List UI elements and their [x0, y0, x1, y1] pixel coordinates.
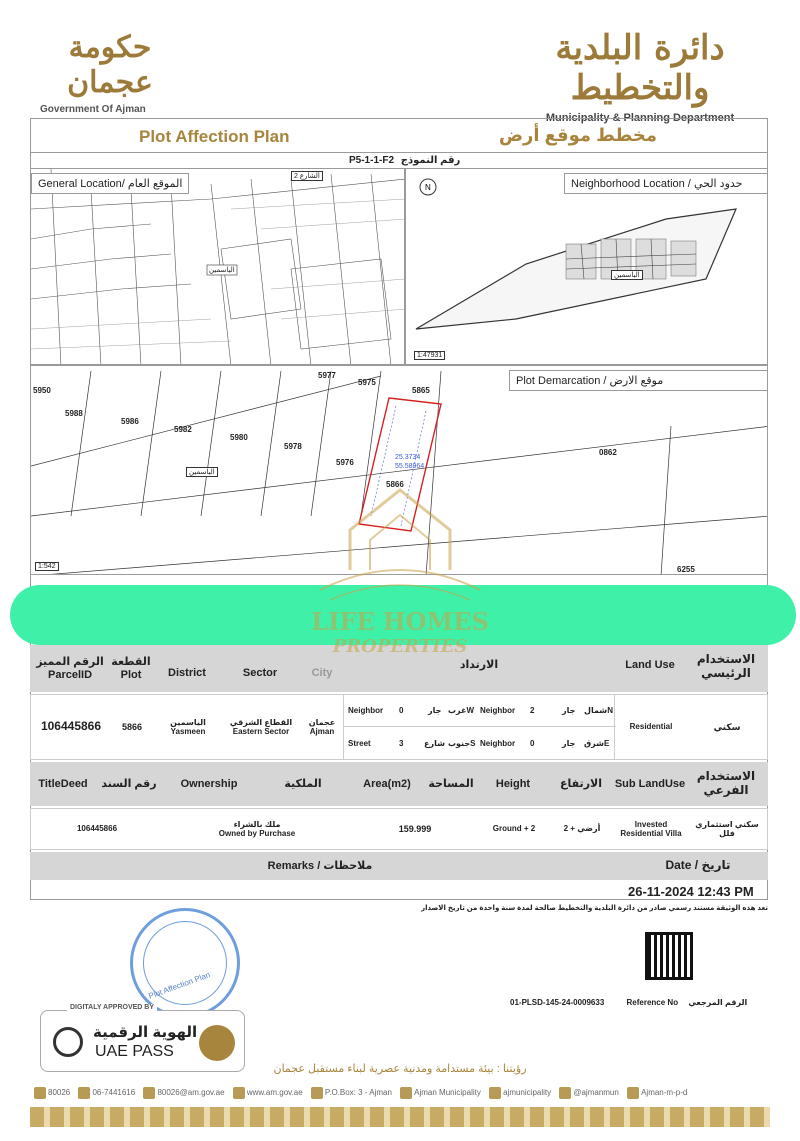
- plot-value: 5866: [121, 721, 143, 732]
- parcel-header: [30, 645, 110, 692]
- sub-landuse-value-ar: سكني استثماري فلل: [695, 819, 759, 838]
- plot-6255: 6255: [677, 565, 695, 574]
- titledeed-value: 106445866: [76, 824, 118, 834]
- setback-2-dir-en: S: [470, 739, 476, 748]
- setback-2-a-ar: شارع: [424, 739, 445, 748]
- city-value-ar: عجمان: [308, 717, 336, 727]
- title-ar: مخطط موقع أرض: [498, 125, 657, 145]
- plot-5950: 5950: [33, 386, 51, 395]
- district-value-en: Yasmeen: [170, 727, 206, 736]
- height-value-ar: أرضي + 2: [563, 824, 601, 834]
- plot-5980: 5980: [230, 433, 248, 442]
- location-values-row: [30, 694, 768, 760]
- city-value: [301, 713, 343, 741]
- ownership-header-ar: الملكية: [284, 777, 322, 790]
- svg-text:N: N: [425, 183, 431, 192]
- plot-demarcation-label: Plot Demarcation / موقع الارض: [509, 370, 768, 391]
- setback-grid: [343, 695, 615, 759]
- ownership-value-ar: ملك بالشراء: [233, 819, 281, 829]
- area-header-ar: المساحة: [428, 777, 474, 790]
- plot-coord-2: 55.58964: [395, 463, 425, 470]
- landuse-value: Residential: [629, 722, 673, 732]
- title-values-row: [30, 808, 768, 850]
- setback-1-dir-ar: غرب: [448, 706, 467, 715]
- sub-landuse-header-en: Sub LandUse: [614, 777, 686, 790]
- footer-pobox: P.O.Box: 3 - Ajman: [324, 1088, 392, 1098]
- general-location-label: General Location/ الموقع العام: [31, 173, 189, 194]
- setback-2-dir2-ar: شرق: [584, 739, 604, 748]
- ownership-value: [163, 815, 351, 843]
- setback-2-a-val: 3: [399, 739, 404, 748]
- footer-ornament: [30, 1107, 770, 1127]
- plot-5865: 5865: [412, 386, 430, 395]
- plot-0862: 0862: [599, 448, 617, 457]
- plot-5866: 5866: [386, 480, 404, 489]
- setback-2-a-label: Street: [348, 739, 371, 748]
- government-logo-en: Government Of Ajman: [40, 104, 146, 115]
- plot-header-ar: القطعة: [111, 655, 151, 668]
- setback-1-dir2-en: N: [607, 706, 613, 715]
- city-value-en: Ajman: [309, 727, 335, 736]
- setback-1-a-ar: جار: [428, 706, 442, 715]
- official-stamp: [130, 908, 240, 1018]
- watermark-line2: PROPERTIES: [332, 636, 468, 657]
- district-value-ar: الياسمين: [170, 717, 206, 727]
- facebook-icon: [400, 1087, 412, 1099]
- setback-1-b-val: 2: [530, 706, 535, 715]
- parcel-header-ar: الرقم المميز: [36, 655, 104, 668]
- setback-1-a-label: Neighbor: [348, 706, 384, 715]
- reference-label-ar: الرقم المرجعي: [688, 998, 748, 1007]
- plot-5977: 5977: [318, 371, 336, 380]
- setback-1-b-label: Neighbor: [480, 706, 516, 715]
- setback-row-1: [344, 695, 616, 727]
- footer-yt: Ajman-m-p-d: [641, 1088, 688, 1098]
- setback-2-b-label: Neighbor: [480, 739, 516, 748]
- plot-5978: 5978: [284, 442, 302, 451]
- setback-header: الارتداد: [459, 658, 499, 671]
- setback-1-a-val: 0: [399, 706, 404, 715]
- remarks-value-row: [30, 880, 768, 902]
- municipality-logo: [520, 28, 760, 124]
- neighborhood-map-svg: [406, 169, 768, 365]
- landuse-header: Land Use: [625, 658, 675, 671]
- sector-value-ar: القطاع الشرقي: [229, 717, 293, 727]
- plot-coord-1: 25.3734: [395, 454, 421, 461]
- pobox-icon: [311, 1087, 323, 1099]
- uaepass-approved-label: DIGITALY APPROVED BY: [67, 1004, 157, 1011]
- municipality-logo-ar: دائرة البلدية والتخطيط: [555, 28, 725, 108]
- uaepass-seal-icon: [199, 1025, 235, 1061]
- parcel-id-value: 106445866: [40, 719, 102, 734]
- footer-contact: [34, 1087, 770, 1099]
- height-header-en: Height: [495, 777, 531, 790]
- youtube-icon: [627, 1087, 639, 1099]
- general-map-area-label: الياسمين: [209, 267, 235, 274]
- sector-value: [221, 713, 301, 741]
- footer-email: 80026@am.gov.ae: [157, 1088, 225, 1098]
- plot-5982: 5982: [174, 425, 192, 434]
- twitter-icon: [559, 1087, 571, 1099]
- footer-tw: @ajmanmun: [573, 1088, 619, 1098]
- area-header-en: Area(m2): [363, 777, 411, 790]
- government-logo-ar: حكومة عجمان: [67, 30, 153, 100]
- form-number: [349, 155, 460, 166]
- fingerprint-icon: [53, 1027, 83, 1057]
- plot-5988: 5988: [65, 409, 83, 418]
- municipality-logo-en: Municipality & Planning Department: [545, 112, 735, 124]
- title-en: Plot Affection Plan: [139, 127, 290, 146]
- neighborhood-location-label: Neighborhood Location / حدود الحي: [564, 173, 768, 194]
- title-header-row: [30, 762, 768, 806]
- setback-row-2: [344, 727, 616, 759]
- uaepass-ar: الهوية الرقمية: [93, 1024, 198, 1041]
- setback-1-dir2-ar: شمال: [584, 706, 608, 715]
- setback-1-dir: [448, 706, 474, 715]
- height-header-ar: الارتفاع: [560, 777, 602, 790]
- neighborhood-area-label: الياسمين: [611, 270, 643, 280]
- uaepass-badge: [40, 1004, 245, 1072]
- ownership-header-en: Ownership: [180, 777, 238, 790]
- plot-5975: 5975: [358, 378, 376, 387]
- watermark: [290, 460, 510, 680]
- landuse-value-ar: سكني: [713, 721, 741, 732]
- district-header: District: [168, 666, 206, 679]
- neighborhood-scale: 1:47931: [414, 351, 445, 360]
- phone-icon-2: [78, 1087, 90, 1099]
- setback-2-dir2: [584, 739, 609, 748]
- plot-area-label: الياسمين: [186, 467, 218, 477]
- reference-row: [510, 998, 770, 1007]
- general-map-street-label: الشارع 2: [291, 171, 323, 181]
- footer-web: www.am.gov.ae: [246, 1088, 303, 1098]
- date-value: 26-11-2024 12:43 PM: [628, 884, 754, 899]
- footer-ig: ajmunicipality: [503, 1088, 552, 1098]
- form-number-label: رقم النموذج: [400, 155, 461, 166]
- date-label: Date / تاريخ: [665, 858, 731, 873]
- setback-1-dir-en: W: [466, 706, 475, 715]
- district-value: [155, 713, 221, 741]
- footer-phone2: 06-7441616: [92, 1088, 136, 1098]
- phone-icon: [34, 1087, 46, 1099]
- setback-2-b-val: 0: [530, 739, 535, 748]
- watermark-house-icon: [290, 460, 510, 610]
- email-icon: [143, 1087, 155, 1099]
- plot-header: [110, 645, 152, 692]
- title-row: [31, 119, 767, 153]
- reference-value: 01-PLSD-145-24-0009633: [510, 998, 605, 1007]
- footer-fb: Ajman Municipality: [414, 1088, 481, 1098]
- setback-2-b-ar: جار: [562, 739, 576, 748]
- vision-statement: رؤيتنا : بيئة مستدامة ومدنية عصرية لبناء مستقبل عجمان: [273, 1063, 527, 1075]
- plot-5986: 5986: [121, 417, 139, 426]
- instagram-icon: [489, 1087, 501, 1099]
- remarks-row: [30, 852, 768, 880]
- plot-header-en: Plot: [120, 668, 142, 681]
- uaepass-en: UAE PASS: [95, 1043, 174, 1060]
- titledeed-header-ar: رقم السند: [101, 777, 157, 790]
- sub-landuse-value-en: Invested Residential Villa: [620, 819, 682, 838]
- reference-label-en: Reference No: [626, 998, 679, 1007]
- setback-1-b-ar: جار: [562, 706, 576, 715]
- setback-2-dir: [448, 739, 475, 748]
- height-value-en: Ground + 2: [492, 824, 536, 834]
- form-number-value: P5-1-1-F2: [349, 155, 395, 166]
- neighborhood-location-map: [405, 168, 768, 365]
- sub-landuse-header-ar: الاستخدام الفرعي: [696, 769, 756, 797]
- setback-2-dir2-en: E: [604, 739, 610, 748]
- titledeed-header-en: TitleDeed: [38, 777, 88, 790]
- qr-code: [645, 932, 693, 980]
- setback-1-dir2: [584, 706, 613, 715]
- setback-2-dir-ar: جنوب: [448, 739, 471, 748]
- footer-phone1: 80026: [48, 1088, 71, 1098]
- web-icon: [233, 1087, 245, 1099]
- parcel-header-en: ParcelID: [47, 668, 93, 681]
- plot-scale: 1:542: [35, 562, 59, 571]
- remarks-label: Remarks / ملاحظات: [267, 859, 373, 872]
- sector-header: Sector: [242, 666, 278, 679]
- general-location-map: [30, 168, 405, 365]
- landuse-header-ar: الاستخدام الرئيسي: [696, 652, 756, 680]
- government-logo: [40, 30, 180, 115]
- ownership-value-en: Owned by Purchase: [218, 829, 296, 838]
- area-value: 159.999: [398, 823, 432, 834]
- watermark-line1: LIFE HOMES: [311, 607, 489, 636]
- city-header: City: [311, 666, 333, 679]
- sector-value-en: Eastern Sector: [232, 727, 290, 736]
- plot-5976: 5976: [336, 458, 354, 467]
- validity-note: تعد هذه الوثيقة مستند رسمي صادر من دائرة البلدية والتخطيط صالحة لمدة سنة واحدة من تاريخ الاصدار: [421, 905, 768, 912]
- stamp-text: Plot Affection Plan: [147, 970, 212, 1001]
